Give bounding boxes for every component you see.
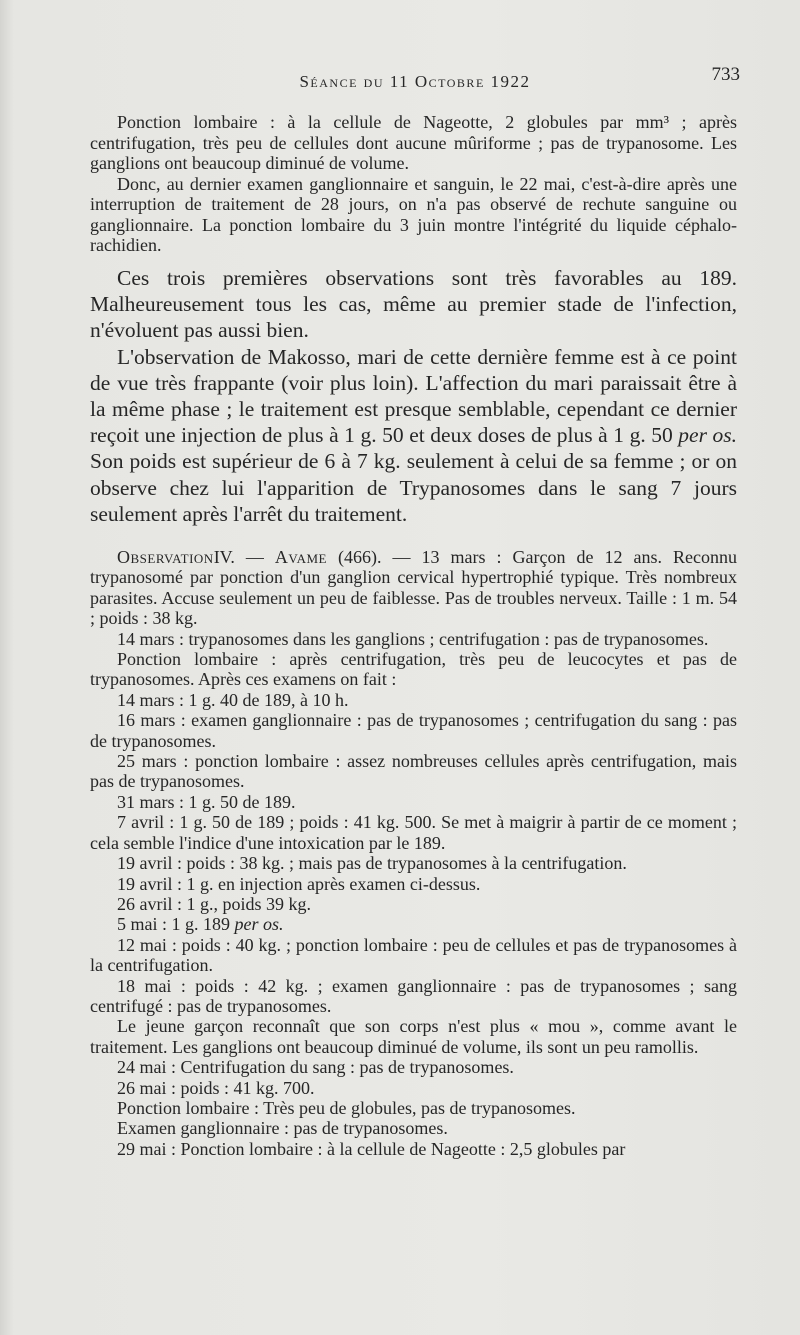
log-entry: 26 avril : 1 g., poids 39 kg. bbox=[117, 893, 311, 914]
patient-name: Avame bbox=[274, 547, 327, 567]
log-entry: 25 mars : ponction lombaire : assez nombreuses cellules après centrifugation, mais pas de trypanosomes. bbox=[90, 751, 737, 792]
log-entry bbox=[90, 914, 737, 934]
running-head: Séance du 11 Octobre 1922 bbox=[299, 72, 531, 91]
continued-paragraphs bbox=[90, 112, 737, 256]
paragraph-ponction: Ponction lombaire : à la cellule de Nageotte, 2 globules par mm³ ; après centrifugation, très peu de cellules dont aucune mûriforme ; pas de trypanosome. Les ganglions ont beaucoup diminué de volume. bbox=[90, 112, 737, 173]
text-run: L'observation de Makosso, mari de cette dernière femme est à ce point de vue très frappante (voir plus loin). L'affection du mari paraissait être à la même phase ; le traitement est presque semblable, cependant ce dernier reçoit une injection de plus à 1 g. 50 et deux doses de plus à 1 g. 50 bbox=[90, 344, 737, 448]
page-number: 733 bbox=[711, 64, 740, 85]
paragraph-conclusion: Donc, au dernier examen ganglionnaire et sanguin, le 22 mai, c'est-à-dire après une interruption de traitement de 28 jours, on n'a pas observé de rechute sanguine ou ganglionnaire. La ponction lombaire du 3 juin montre l'intégrité du liquide céphalo-rachidien. bbox=[90, 173, 737, 255]
log-entry: 16 mars : examen ganglionnaire : pas de trypanosomes ; centrifugation du sang : pas de trypanosomes. bbox=[90, 710, 737, 751]
log-entry: 26 mai : poids : 41 kg. 700. bbox=[117, 1077, 315, 1098]
log-entry: 19 avril : 1 g. en injection après examen ci-dessus. bbox=[117, 873, 481, 894]
log-entry: 29 mai : Ponction lombaire : à la cellule de Nageotte : 2,5 globules par bbox=[117, 1138, 626, 1159]
observation-number: IV. — bbox=[213, 547, 275, 567]
main-text bbox=[90, 265, 737, 527]
paragraph-makosso bbox=[90, 344, 737, 527]
log-entry: Ponction lombaire : Très peu de globules, pas de trypanosomes. bbox=[117, 1097, 576, 1118]
log-entry: Ponction lombaire : après centrifugation, très peu de leucocytes et pas de trypanosomes. Après ces examens on fait : bbox=[90, 649, 737, 690]
log-entry: 12 mai : poids : 40 kg. ; ponction lombaire : peu de cellules et pas de trypanosomes à la centrifugation. bbox=[90, 934, 737, 976]
log-entry: Le jeune garçon reconnaît que son corps n'est plus « mou », comme avant le traitement. Les ganglions ont beaucoup diminué de volume, ils sont un peu ramollis. bbox=[90, 1016, 737, 1057]
text-run: Son poids est supérieur de 6 à 7 kg. seulement à celui de sa femme ; or on observe chez lui l'apparition de Trypanosomes dans le sang 7 jours seulement après l'arrêt du traitement. bbox=[90, 449, 737, 526]
log-entry: 7 avril : 1 g. 50 de 189 ; poids : 41 kg. 500. Se met à maigrir à partir de ce moment ; cela semble l'indice d'une intoxication par le 189. bbox=[90, 812, 737, 853]
log-entry: 24 mai : Centrifugation du sang : pas de trypanosomes. bbox=[117, 1057, 514, 1078]
observation-intro: (466). — 13 mars : Garçon de 12 ans. Reconnu trypanosomé par ponction d'un ganglion cervical hypertrophié typique. Très nombreux parasites. Accuse seulement un peu de faiblesse. Pas de troubles nerveux. Taille : 1 m. 54 ; poids : 38 kg. bbox=[90, 547, 737, 629]
log-entry: 14 mars : trypanosomes dans les ganglions ; centrifugation : pas de trypanosomes. bbox=[117, 628, 709, 649]
text-run: 5 mai : 1 g. 189 bbox=[117, 914, 235, 935]
log-entry: 19 avril : poids : 38 kg. ; mais pas de trypanosomes à la centrifugation. bbox=[117, 853, 627, 874]
log-entry: 14 mars : 1 g. 40 de 189, à 10 h. bbox=[117, 689, 349, 710]
observation-label: Observation bbox=[117, 547, 214, 567]
log-entry: 18 mai : poids : 42 kg. ; examen ganglionnaire : pas de trypanosomes ; sang centrifugé : pas de trypanosomes. bbox=[90, 975, 737, 1016]
italic-run: per os. bbox=[234, 914, 284, 935]
italic-run: per os. bbox=[678, 423, 737, 448]
page-header bbox=[90, 64, 740, 94]
observation-heading bbox=[90, 547, 737, 629]
log-entry: Examen ganglionnaire : pas de trypanosomes. bbox=[117, 1118, 448, 1139]
observation-section bbox=[90, 547, 737, 1159]
log-entry: 31 mars : 1 g. 50 de 189. bbox=[117, 791, 296, 812]
paragraph-favorable: Ces trois premières observations sont très favorables au 189. Malheureusement tous les cas, même au premier stade de l'infection, n'évoluent pas aussi bien. bbox=[90, 266, 737, 343]
